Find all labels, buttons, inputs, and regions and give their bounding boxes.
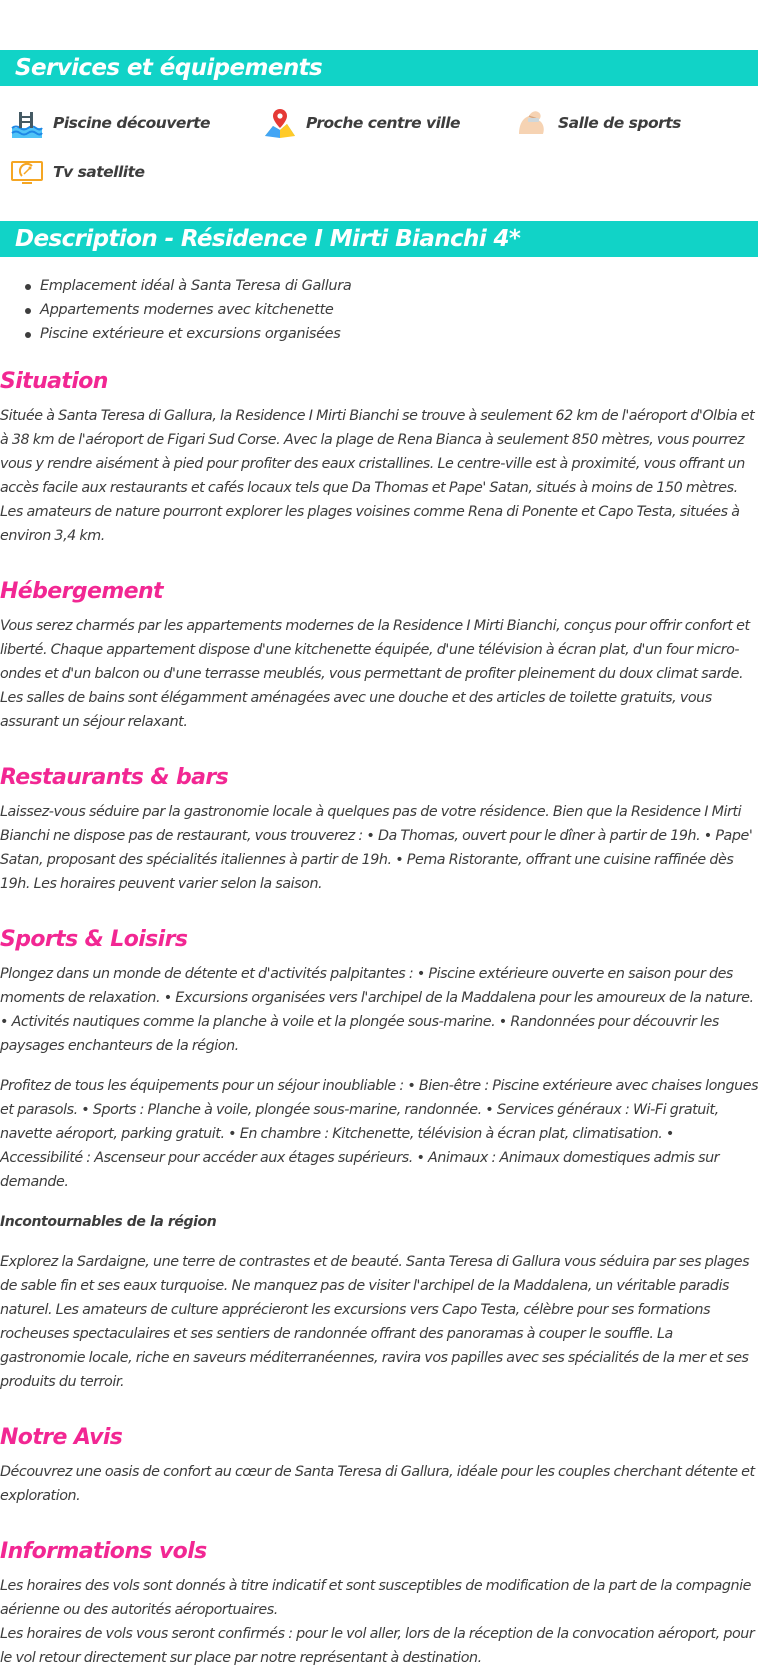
vols-text-2: Les horaires de vols vous seront confirmés : pour le vol aller, lors de la réception de la convocation aéroport, pour le vol retour directement sur place par notre représentant à destination.	[0, 1626, 755, 1666]
gym-icon	[515, 106, 549, 140]
service-label: Salle de sports	[558, 114, 681, 132]
description-bullets	[0, 274, 758, 346]
hebergement-text: Vous serez charmés par les appartements modernes de la Residence I Mirti Bianchi, conçus pour offrir confort et liberté. Chaque appartement dispose d'une kitchenette équipée, d'une télévision à écran plat, d'un four micro-ondes et d'un balcon ou d'une terrasse meublés, vous permettant de profiter pleinement du doux climat sarde. Les salles de bains sont élégamment aménagées avec une douche et des articles de toilette gratuits, vous assurant un séjour relaxant.	[0, 618, 750, 730]
vols-heading: Informations vols	[0, 1539, 207, 1564]
sports-text-equipment: Profitez de tous les équipements pour un séjour inoubliable : • Bien-être : Piscine extérieure avec chaises longues et parasols. • Sports : Planche à voile, plongée sous-marine, randonnée. • Services généraux : Wi-Fi gratuit, navette aéroport, parking gratuit. • En chambre : Kitchenette, télévision à écran plat, climatisation. • Accessibilité : Ascenseur pour accéder aux étages supérieurs. • Animaux : Animaux domestiques admis sur demande.	[0, 1078, 758, 1190]
list-item: Emplacement idéal à Santa Teresa di Gallura	[0, 274, 758, 298]
sports-text-region: Explorez la Sardaigne, une terre de contrastes et de beauté. Santa Teresa di Gallura vous séduira par ses plages de sable fin et ses eaux turquoise. Ne manquez pas de visiter l'archipel de la Maddalena, un véritable paradis naturel. Les amateurs de culture apprécieront les excursions vers Capo Testa, célèbre pour ses formations rocheuses spectaculaires et ses sentiers de randonnée offrant des panoramas à couper le souffle. La gastronomie locale, riche en saveurs méditerranéennes, ravira vos papilles avec ses spécialités de la mer et ses produits du terroir.	[0, 1254, 750, 1390]
service-item-pool	[10, 106, 210, 140]
service-item-gym	[515, 106, 681, 140]
description-banner	[0, 221, 758, 257]
tv-satellite-icon	[10, 155, 44, 189]
hebergement-heading: Hébergement	[0, 579, 163, 604]
service-item-tv	[10, 155, 145, 189]
vols-text-1: Les horaires des vols sont donnés à titre indicatif et sont susceptibles de modification de la part de la compagnie aérienne ou des autorités aéroportuaires.	[0, 1578, 752, 1618]
list-item: Piscine extérieure et excursions organisées	[0, 322, 758, 346]
pool-icon	[10, 106, 44, 140]
services-title: Services et équipements	[15, 55, 323, 81]
sports-heading: Sports & Loisirs	[0, 927, 188, 952]
services-grid	[0, 86, 758, 221]
situation-heading: Situation	[0, 369, 108, 394]
restaurants-heading: Restaurants & bars	[0, 765, 229, 790]
service-label: Tv satellite	[53, 163, 145, 181]
service-label: Piscine découverte	[53, 114, 211, 132]
situation-text: Située à Santa Teresa di Gallura, la Residence I Mirti Bianchi se trouve à seulement 62 km de l'aéroport d'Olbia et à 38 km de l'aéroport de Figari Sud Corse. Avec la plage de Rena Bianca à seulement 850 mètres, vous pourrez vous y rendre aisément à pied pour profiter des eaux cristallines. Le centre-ville est à proximité, vous offrant un accès facile aux restaurants et cafés locaux tels que Da Thomas et Pape' Satan, situés à moins de 150 mètres. Les amateurs de nature pourront explorer les plages voisines comme Rena di Ponente et Capo Testa, situées à environ 3,4 km.	[0, 408, 755, 544]
avis-text: Découvrez une oasis de confort au cœur de Santa Teresa di Gallura, idéale pour les couples cherchant détente et exploration.	[0, 1464, 755, 1504]
description-title: Description - Résidence I Mirti Bianchi 4*	[15, 226, 521, 252]
service-label: Proche centre ville	[306, 114, 461, 132]
avis-heading: Notre Avis	[0, 1425, 123, 1450]
service-item-city-center	[263, 106, 460, 140]
restaurants-text: Laissez-vous séduire par la gastronomie locale à quelques pas de votre résidence. Bien que la Residence I Mirti Bianchi ne dispose pas de restaurant, vous trouverez : • Da Thomas, ouvert pour le dîner à partir de 19h. • Pape' Satan, proposant des spécialités italiennes à partir de 19h. • Pema Ristorante, offrant une cuisine raffinée dès 19h. Les horaires peuvent varier selon la saison.	[0, 804, 753, 892]
services-banner	[0, 50, 758, 86]
sports-subtitle: Incontournables de la région	[0, 1214, 217, 1230]
list-item: Appartements modernes avec kitchenette	[0, 298, 758, 322]
sports-text-activities: Plongez dans un monde de détente et d'activités palpitantes : • Piscine extérieure ouverte en saison pour des moments de relaxation. • Excursions organisées vers l'archipel de la Maddalena pour les amoureux de la nature. • Activités nautiques comme la planche à voile et la plongée sous-marine. • Randonnées pour découvrir les paysages enchanteurs de la région.	[0, 966, 754, 1054]
map-pin-icon	[263, 106, 297, 140]
